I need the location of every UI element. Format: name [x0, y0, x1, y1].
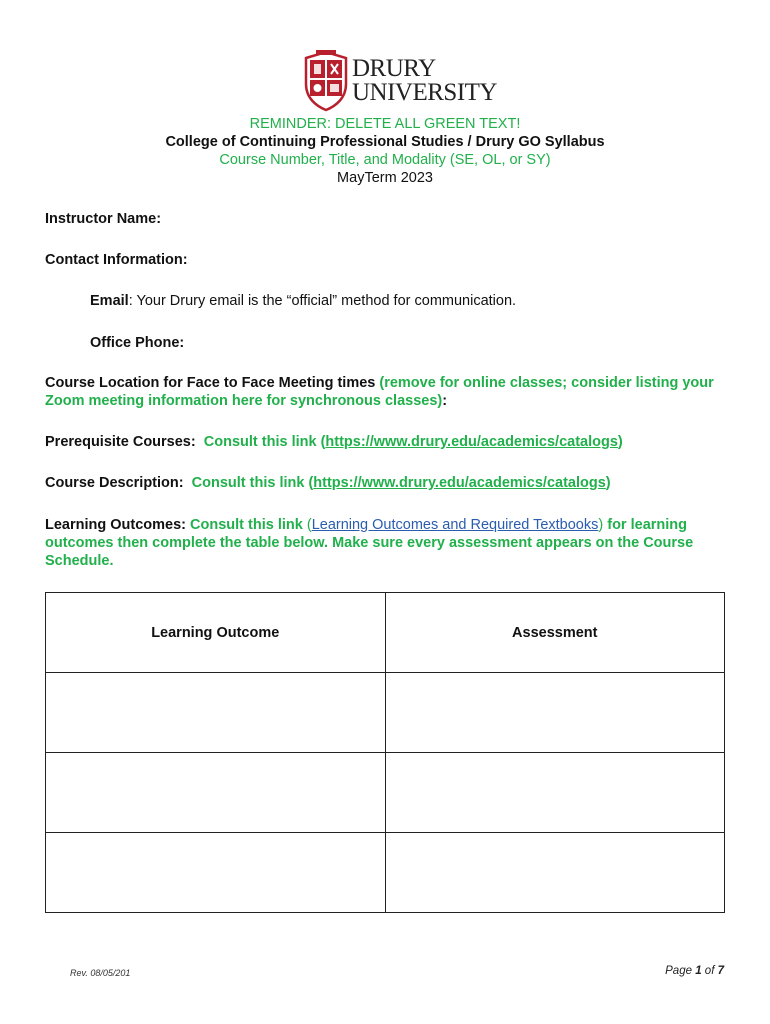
reminder-line: REMINDER: DELETE ALL GREEN TEXT!	[249, 116, 521, 132]
description-label: Course Description:	[45, 475, 184, 491]
learning-outcomes-paren-close: )	[598, 517, 604, 533]
instructor-name-label: Instructor Name:	[45, 211, 162, 227]
prerequisite-label: Prerequisite Courses:	[45, 434, 196, 450]
table-row	[46, 833, 725, 913]
table-cell[interactable]	[46, 833, 386, 913]
learning-outcomes-rest: for learning outcomes then complete the table below. Make sure every assessment appears on the Course Schedule.	[45, 517, 694, 569]
contact-info-label: Contact Information:	[45, 252, 188, 268]
university-logo	[300, 48, 497, 114]
term-line: MayTerm 2023	[337, 170, 433, 186]
table-cell[interactable]	[46, 673, 386, 753]
revision-date: Rev. 08/05/201	[70, 968, 131, 978]
email-text: : Your Drury email is the “official” method for communication.	[128, 293, 517, 309]
table-row	[46, 673, 725, 753]
page-of: of	[701, 965, 718, 977]
email-line	[90, 292, 770, 310]
course-location-label: Course Location for Face to Face Meeting times	[45, 375, 380, 391]
course-location-colon: :	[442, 393, 448, 409]
prerequisite-close: )	[617, 434, 623, 450]
learning-outcomes-link[interactable]: Learning Outcomes and Required Textbooks	[311, 517, 599, 533]
learning-outcomes-consult: Consult this link	[190, 517, 307, 533]
table-cell[interactable]	[385, 753, 725, 833]
table-cell[interactable]	[385, 833, 725, 913]
logo-line-1: DRURY	[352, 55, 436, 82]
course-line: Course Number, Title, and Modality (SE, OL, or SY)	[219, 152, 551, 168]
table-cell[interactable]	[46, 753, 386, 833]
table-header-row	[46, 593, 725, 673]
prerequisite-consult: Consult this link (	[203, 434, 326, 450]
description-consult: Consult this link (	[191, 475, 314, 491]
course-location-note: (remove for online classes; consider listing your Zoom meeting information here for synchronous classes)	[45, 375, 714, 409]
course-location-line	[45, 374, 735, 410]
description-line	[45, 474, 735, 492]
email-label: Email	[90, 293, 129, 309]
table-cell[interactable]	[385, 673, 725, 753]
page-current: 1	[695, 965, 702, 977]
college-line: College of Continuing Professional Studies / Drury GO Syllabus	[165, 134, 605, 150]
logo-line-2: UNIVERSITY	[352, 79, 497, 106]
learning-outcomes-line	[45, 516, 735, 570]
table-row	[46, 753, 725, 833]
page-total: 7	[717, 965, 724, 977]
learning-outcomes-label: Learning Outcomes:	[45, 517, 186, 533]
header-learning-outcome: Learning Outcome	[46, 593, 386, 673]
page-prefix: Page	[665, 965, 696, 977]
prerequisite-link[interactable]: https://www.drury.edu/academics/catalogs	[325, 434, 618, 450]
description-link[interactable]: https://www.drury.edu/academics/catalogs	[313, 475, 606, 491]
office-phone-label: Office Phone:	[90, 335, 185, 351]
description-close: )	[605, 475, 611, 491]
page-number	[665, 965, 724, 977]
crest-icon	[302, 50, 350, 112]
header-assessment: Assessment	[385, 593, 725, 673]
prerequisite-line	[45, 433, 735, 451]
learning-outcomes-paren-open: (	[306, 517, 312, 533]
learning-outcomes-table	[45, 592, 725, 913]
